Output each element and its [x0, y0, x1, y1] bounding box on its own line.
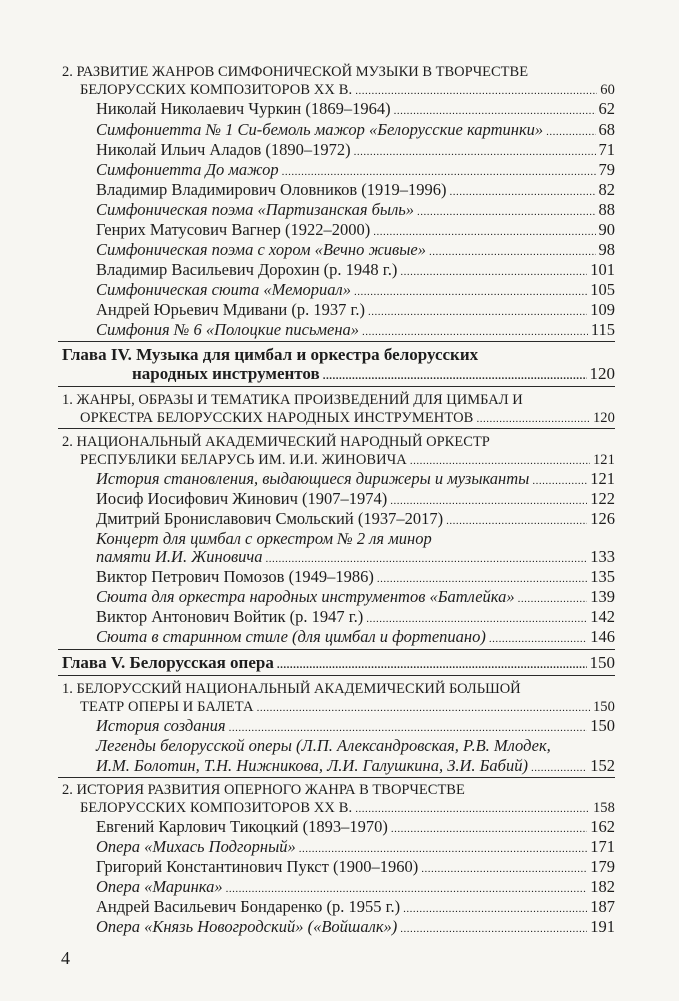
toc-entry-page: 115 [590, 320, 615, 339]
toc-entry[interactable] [96, 140, 615, 160]
toc-entry-title: Опера «Михась Подгорный» [96, 837, 296, 856]
toc-entry-title: ОРКЕСТРА БЕЛОРУССКИХ НАРОДНЫХ ИНСТРУМЕНТОВ [80, 410, 474, 426]
toc-entry-title: Генрих Матусович Вагнер (1922–2000) [96, 220, 371, 239]
dot-leader [531, 756, 587, 778]
page-number: 4 [61, 948, 70, 968]
toc-entry[interactable] [132, 364, 615, 384]
dot-leader [390, 489, 587, 511]
toc-entry-page: 98 [598, 240, 615, 259]
dot-leader [323, 364, 587, 386]
toc-entry[interactable] [96, 587, 615, 607]
toc-entry-page: 79 [598, 160, 615, 179]
toc-entry-page: 82 [598, 180, 615, 199]
toc-entry-title: РЕСПУБЛИКИ БЕЛАРУСЬ ИМ. И.И. ЖИНОВИЧА [80, 452, 407, 468]
dot-leader [282, 160, 596, 182]
toc-entry-title: Андрей Юрьевич Мдивани (р. 1937 г.) [96, 300, 365, 319]
dot-leader [299, 837, 587, 859]
toc-entry-title: Сюита для оркестра народных инструментов «Батлейка» [96, 587, 515, 606]
toc-entry-page: 150 [590, 716, 615, 735]
toc-entry-page: 158 [592, 800, 615, 816]
toc-entry[interactable] [96, 857, 615, 877]
toc-entry[interactable] [96, 120, 615, 140]
toc-entry[interactable] [80, 798, 615, 818]
section-heading: 2. НАЦИОНАЛЬНЫЙ АКАДЕМИЧЕСКИЙ НАРОДНЫЙ ОРКЕСТР [62, 434, 490, 450]
toc-entry-title: Николай Ильич Аладов (1890–1972) [96, 140, 351, 159]
section-heading: 2. РАЗВИТИЕ ЖАНРОВ СИМФОНИЧЕСКОЙ МУЗЫКИ В ТВОРЧЕСТВЕ [62, 64, 529, 80]
toc-entry[interactable] [62, 653, 615, 673]
toc-entry-title: И.М. Болотин, Т.Н. Нижникова, Л.И. Галушкина, З.И. Бабий) [96, 756, 528, 775]
dot-leader [366, 607, 587, 629]
toc-entry[interactable] [96, 756, 615, 776]
dot-leader [377, 567, 587, 589]
toc-entry-page: 152 [590, 756, 615, 775]
toc-entry-title: Николай Николаевич Чуркин (1869–1964) [96, 99, 391, 118]
toc-entry-title: Симфония № 6 «Полоцкие письмена» [96, 320, 360, 339]
toc-entry[interactable] [96, 607, 615, 627]
toc-entry[interactable] [96, 877, 615, 897]
toc-entry-page: 101 [590, 260, 615, 279]
dot-leader [400, 917, 587, 939]
toc-entry-page: 171 [590, 837, 615, 856]
toc-entry-title: Виктор Антонович Войтик (р. 1947 г.) [96, 607, 364, 626]
divider [58, 675, 615, 676]
toc-entry[interactable] [96, 240, 615, 260]
toc-entry[interactable] [96, 220, 615, 240]
toc-entry[interactable] [96, 509, 615, 529]
dot-leader [489, 627, 587, 649]
toc-entry-title: Симфоническая сюита «Мемориал» [96, 280, 351, 299]
toc-entry-page: 150 [592, 699, 615, 715]
toc-entry-page: 187 [590, 897, 615, 916]
toc-entry-page: 135 [590, 567, 615, 586]
dot-leader [257, 697, 590, 718]
toc-entry[interactable] [96, 817, 615, 837]
toc-entry-title: Виктор Петрович Помозов (1949–1986) [96, 567, 374, 586]
toc-entry-title: Андрей Васильевич Бондаренко (р. 1955 г.) [96, 897, 401, 916]
section-heading: 1. ЖАНРЫ, ОБРАЗЫ И ТЕМАТИКА ПРОИЗВЕДЕНИЙ ДЛЯ ЦИМБАЛ И [62, 392, 523, 408]
divider [58, 341, 615, 342]
toc-entry-page: 146 [590, 627, 615, 646]
dot-leader [403, 897, 587, 919]
dot-leader [476, 408, 589, 429]
dot-leader [518, 587, 588, 609]
toc-entry-page: 182 [590, 877, 615, 896]
toc-entry-title: Симфоническая поэма «Партизанская быль» [96, 200, 415, 219]
dot-leader [546, 120, 595, 142]
dot-leader [410, 450, 590, 471]
toc-entry[interactable] [80, 450, 615, 470]
dot-leader [226, 877, 588, 899]
toc-entry-title: Симфониетта № 1 Си-бемоль мажор «Белорусские картинки» [96, 120, 544, 139]
dot-leader [229, 716, 588, 738]
divider [58, 649, 615, 650]
toc-entry-page: 191 [590, 917, 615, 936]
dot-leader [362, 320, 588, 342]
toc-entry[interactable] [96, 320, 615, 340]
toc-entry-page: 120 [589, 364, 615, 383]
toc-entry-title: народных инструментов [132, 364, 320, 383]
toc-entry[interactable] [96, 200, 615, 220]
chapter-heading: Глава IV. Музыка для цимбал и оркестра белорусских [62, 345, 479, 364]
toc-entry-page: 90 [598, 220, 615, 239]
dot-leader [449, 180, 595, 202]
toc-entry[interactable] [96, 716, 615, 736]
divider [58, 777, 615, 778]
toc-entry-title: Опера «Князь Новогродский» («Войшалк») [96, 917, 398, 936]
dot-leader [391, 817, 587, 839]
toc-entry[interactable] [96, 567, 615, 587]
toc-entry[interactable] [96, 180, 615, 200]
toc-entry[interactable] [80, 697, 615, 717]
toc-entry[interactable] [96, 547, 615, 567]
toc-entry-title: Симфониетта До мажор [96, 160, 279, 179]
toc-entry-title: Григорий Константинович Пукст (1900–1960) [96, 857, 419, 876]
dot-leader [400, 260, 587, 282]
toc-entry[interactable] [96, 300, 615, 320]
toc-entry-page: 105 [590, 280, 615, 299]
toc-entry[interactable] [96, 917, 615, 937]
dot-leader [266, 547, 588, 569]
toc-entry[interactable] [80, 408, 615, 428]
toc-entry-page: 109 [590, 300, 615, 319]
toc-entry-title: Симфоническая поэма с хором «Вечно живые» [96, 240, 426, 259]
toc-entry-title: Дмитрий Брониславович Смольский (1937–2017) [96, 509, 444, 528]
toc-entry-title: Владимир Владимирович Оловников (1919–1996) [96, 180, 447, 199]
toc-entry[interactable] [96, 260, 615, 280]
dot-leader [394, 99, 596, 121]
toc-entry-title: памяти И.И. Жиновича [96, 547, 263, 566]
dot-leader [355, 798, 590, 819]
toc-entry-line: Концерт для цимбал с оркестром № 2 ля минор [96, 529, 432, 548]
toc-entry-title: Евгений Карлович Тикоцкий (1893–1970) [96, 817, 388, 836]
dot-leader [421, 857, 587, 879]
toc-entry-title: Сюита в старинном стиле (для цимбал и фортепиано) [96, 627, 486, 646]
toc-entry-title: Владимир Васильевич Дорохин (р. 1948 г.) [96, 260, 398, 279]
toc-entry[interactable] [96, 99, 615, 119]
toc-entry-page: 142 [590, 607, 615, 626]
toc-entry[interactable] [80, 80, 615, 100]
toc-entry-page: 88 [598, 200, 615, 219]
toc-entry-title: История становления, выдающиеся дирижеры и музыканты [96, 469, 530, 488]
toc-entry-page: 120 [592, 410, 615, 426]
toc-entry-page: 162 [590, 817, 615, 836]
toc-entry-page: 126 [590, 509, 615, 528]
dot-leader [354, 140, 596, 162]
toc-entry[interactable] [96, 469, 615, 489]
dot-leader [429, 240, 596, 262]
dot-leader [417, 200, 595, 222]
toc-entry[interactable] [96, 897, 615, 917]
toc-entry[interactable] [96, 280, 615, 300]
toc-entry-title: ТЕАТР ОПЕРЫ И БАЛЕТА [80, 699, 254, 715]
toc-entry[interactable] [96, 627, 615, 647]
toc-entry-title: БЕЛОРУССКИХ КОМПОЗИТОРОВ XX В. [80, 800, 353, 816]
dot-leader [354, 280, 587, 302]
dot-leader [355, 80, 597, 101]
divider [58, 428, 615, 429]
section-heading: 1. БЕЛОРУССКИЙ НАЦИОНАЛЬНЫЙ АКАДЕМИЧЕСКИЙ БОЛЬШОЙ [62, 681, 521, 697]
toc-entry-line: Легенды белорусской оперы (Л.П. Александровская, Р.В. Млодек, [96, 736, 551, 755]
toc-entry-page: 121 [592, 452, 615, 468]
toc-entry[interactable] [96, 489, 615, 509]
toc-entry-page: 139 [590, 587, 615, 606]
toc-entry-title: Иосиф Иосифович Жинович (1907–1974) [96, 489, 388, 508]
toc-entry-page: 150 [589, 653, 615, 672]
dot-leader [532, 469, 587, 491]
toc-entry-page: 121 [590, 469, 615, 488]
toc-entry-page: 71 [598, 140, 615, 159]
toc-entry-title: История создания [96, 716, 226, 735]
toc-entry[interactable] [96, 160, 615, 180]
toc-entry-page: 179 [590, 857, 615, 876]
toc-entry-page: 68 [598, 120, 615, 139]
dot-leader [446, 509, 587, 531]
toc-entry[interactable] [96, 837, 615, 857]
dot-leader [277, 653, 587, 675]
section-heading: 2. ИСТОРИЯ РАЗВИТИЯ ОПЕРНОГО ЖАНРА В ТВОРЧЕСТВЕ [62, 782, 465, 798]
toc-entry-page: 133 [590, 547, 615, 566]
toc-entry-title: Опера «Маринка» [96, 877, 223, 896]
toc-entry-page: 62 [598, 99, 615, 118]
toc-entry-page: 122 [590, 489, 615, 508]
toc-entry-page: 60 [600, 82, 615, 98]
dot-leader [368, 300, 587, 322]
dot-leader [373, 220, 595, 242]
toc-entry-title: БЕЛОРУССКИХ КОМПОЗИТОРОВ XX В. [80, 82, 353, 98]
divider [58, 386, 615, 387]
chapter-heading: Глава V. Белорусская опера [62, 653, 274, 672]
